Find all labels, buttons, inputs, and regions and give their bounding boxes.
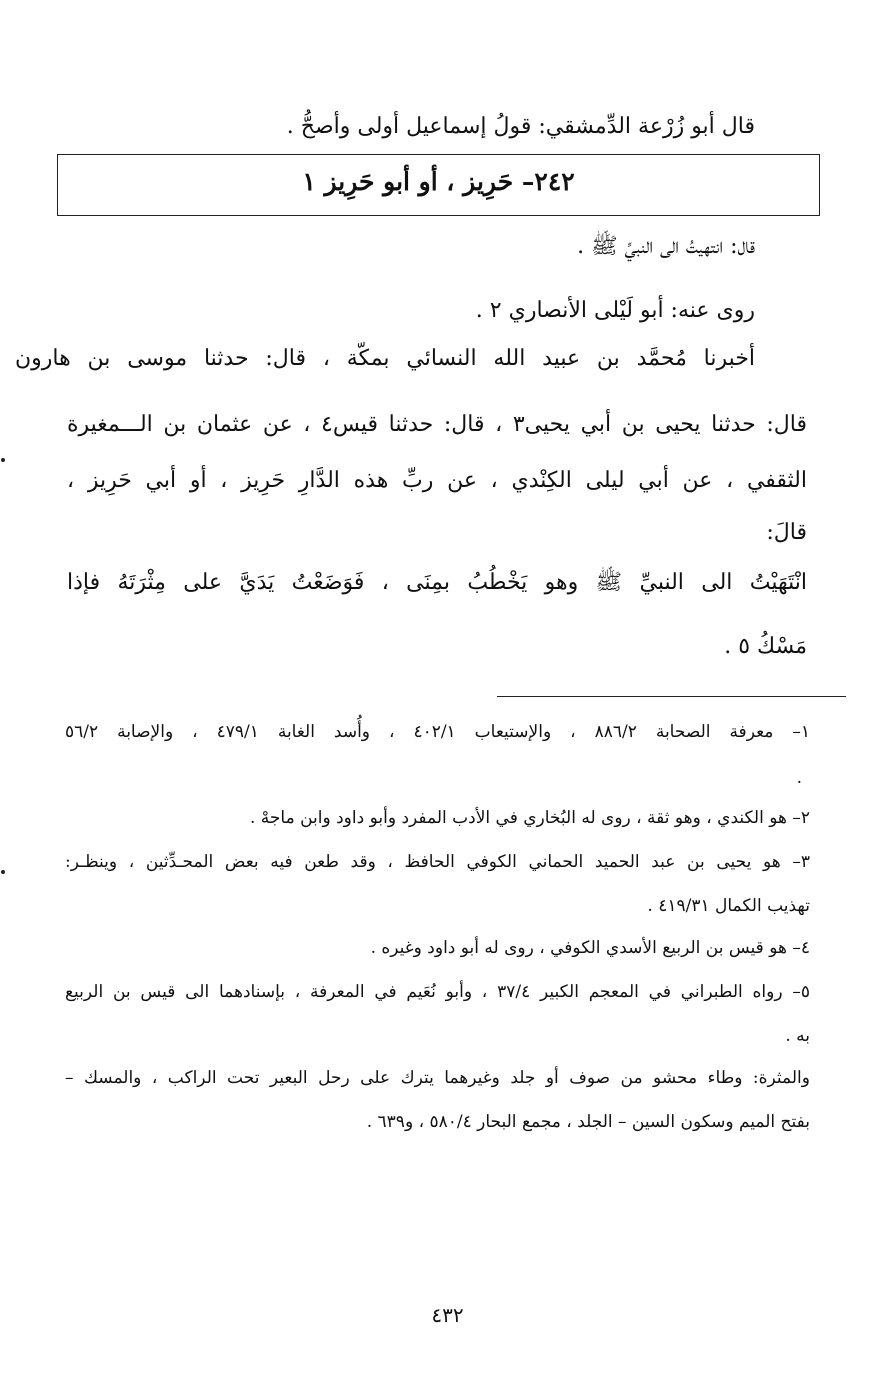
footnote-line: ٥– رواه الطبراني في المعجم الكبير ٣٧/٤ ، وأبو نُعَيم في المعرفة ، بإسنادهما الى قيس بن الربيع (65, 982, 810, 1002)
entry-heading: ٢٤٢– حَرِيز ، أو أبو حَرِيز ١ (302, 167, 575, 196)
body-line: أخبرنا مُحمَّد بن عبيد الله النسائي بمكّة ، قال: حدثنا موسى بن هارون (15, 346, 755, 371)
footnote-line: ٣– هو يحيى بن عبد الحميد الحماني الكوفي الحافظ ، وقد طعن فيه بعض المحـدِّثين ، وينظـر: (65, 852, 810, 872)
body-line: الثقفي ، عن أبي ليلى الكِنْدي ، عن ربِّ هذه الدَّارِ حَرِيز ، أو أبي حَرِيز ، (67, 468, 807, 493)
body-line: انْتَهَيْتُ الى النبيِّ ﷺ وهو يَخْطُبُ بمِنَى ، فَوَضَعْتُ يَدَيَّ على مِثْرَتَهُ فإذا (67, 570, 807, 595)
scan-mark (1, 870, 5, 874)
body-line: قال: حدثنا يحيى بن أبي يحيى٣ ، قال: حدثنا قيس٤ ، عن عثمان بن الـــمغيرة (67, 412, 807, 437)
footnote-line: . (796, 768, 802, 788)
footnote-line: والمثرة: وطاء محشو من صوف أو جلد وغيرهما يترك على رحل البعير تحت الراكب ، والمسك – (65, 1068, 810, 1088)
scan-mark (1, 458, 5, 462)
body-line: روى عنه: أبو لَيْلى الأنصاري ٢ . (475, 298, 755, 323)
footnote-line: بفتح الميم وسكون السين – الجلد ، مجمع البحار ٥٨٠/٤ ، و٦٣٩ . (366, 1112, 810, 1132)
footnote-line: تهذيب الكمال ٤١٩/٣١ . (647, 896, 810, 916)
closing-remark-line: قال أبو زُرْعة الدِّمشقي: قولُ إسماعيل أولى وأصحُّ . (286, 114, 755, 139)
body-line: قالَ: (766, 520, 807, 545)
footnote-line: ١– معرفة الصحابة ٨٨٦/٢ ، والإستيعاب ٤٠٢/١ ، وأُسد الغابة ٤٧٩/١ ، والإصابة ٥٦/٢ (65, 722, 810, 742)
footnote-line: ٢– هو الكندي ، وهو ثقة ، روى له البُخاري في الأدب المفرد وأبو داود وابن ماجهْ . (249, 808, 810, 828)
body-line: قال: انتهيتُ الى النبيِّ ﷺ . (577, 234, 755, 259)
entry-heading-box (57, 154, 820, 216)
footnote-line: ٤– هو قيس بن الربيع الأسدي الكوفي ، روى له أبو داود وغيره . (370, 938, 810, 958)
body-line: مَسْكُ ٥ . (724, 634, 807, 659)
footnote-separator (497, 696, 846, 697)
page-number: ٤٣٢ (431, 1303, 464, 1327)
footnote-line: به . (785, 1026, 810, 1046)
